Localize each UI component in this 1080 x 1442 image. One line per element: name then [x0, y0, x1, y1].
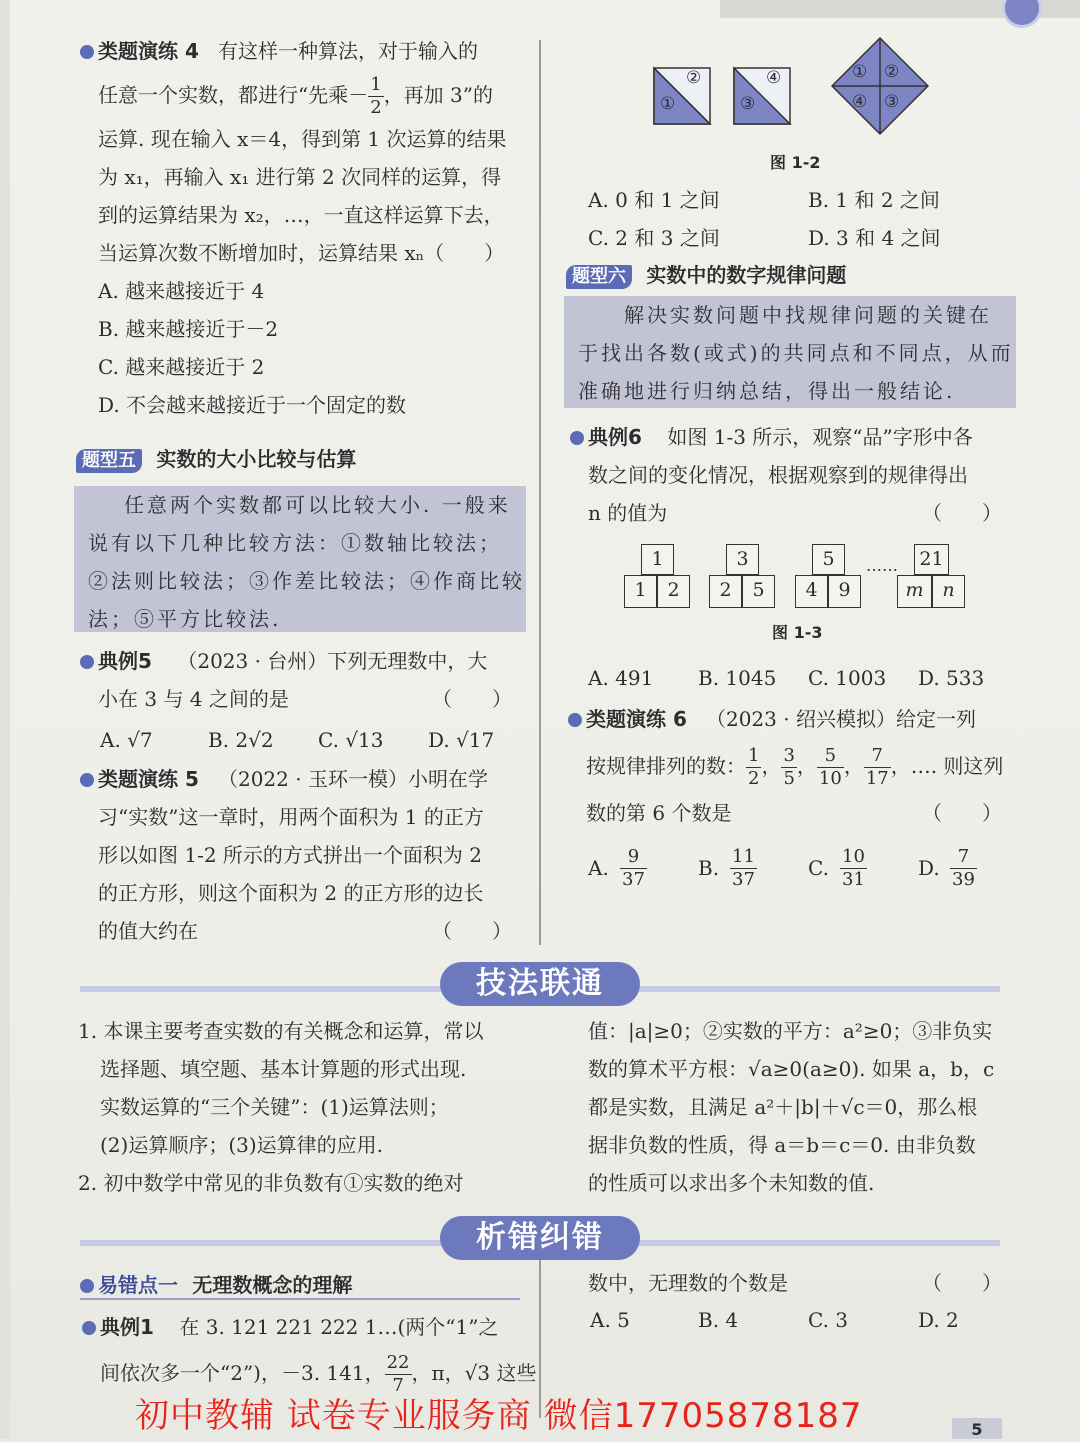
option-d: D. 不会越来越接近于一个固定的数 [98, 393, 407, 417]
pin-right-cell: 2 [657, 575, 690, 608]
fraction: $\frac{3}{5}$ [783, 745, 795, 789]
option-letter: C. [808, 856, 829, 880]
option-b: B. 越来越接近于－2 [98, 317, 279, 341]
answer-blank: （ ） [922, 1271, 1002, 1295]
option-b: B. 1 和 2 之间 [808, 188, 940, 212]
text-line: 2. 初中数学中常见的非负数有①实数的绝对 [78, 1171, 464, 1195]
type6-heading [566, 256, 1006, 294]
tips-left [78, 1012, 518, 1202]
exercise-6: 类题演练 6 （2023 · 绍兴模拟）给定一列 按规律排列的数： $\frac{1}{2}$ ， $\frac{3}{5}$ ， $\frac{5}{10}$ ， $\frac{7}{17}$ ，…. 则这列 数的第 6 个数是 （ ） [568, 700, 1002, 832]
option-c: C. 3 [808, 1308, 849, 1332]
pin-right-cell: 9 [828, 575, 861, 608]
option-b: B. 2√2 [208, 728, 274, 752]
figure-label: ④ [766, 68, 782, 88]
option-letter: D. [918, 856, 940, 880]
answer-blank: （ ） [922, 501, 1002, 525]
text-line: （2023 · 台州）下列无理数中，大 [177, 649, 488, 673]
example-heading: 典例1 [100, 1315, 154, 1339]
page-edge [0, 0, 10, 1439]
section-title: 实数中的数字规律问题 [646, 263, 847, 287]
header-circle-icon [1002, 0, 1042, 28]
exercise-heading: 类题演练 5 [98, 767, 199, 791]
text-line: 习“实数”这一章时，用两个面积为 1 的正方 [98, 805, 484, 829]
error-tag: 易错点一 [98, 1273, 178, 1297]
text-line: 当运算次数不断增加时，运算结果 xₙ（ ） [98, 241, 505, 265]
text-line: ②法则比较法；③作差比较法；④作商比较 [88, 569, 525, 593]
figure-caption: 图 1-2 [770, 153, 821, 172]
figure-label: ④ [852, 92, 868, 112]
text-line: 为 x₁，再输入 x₁ 进行第 2 次同样的运算，得 [98, 165, 502, 189]
section-title: 无理数概念的理解 [192, 1273, 353, 1297]
text-line: 解决实数问题中找规律问题的关键在 [624, 303, 992, 327]
option-a: A. 越来越接近于 4 [98, 279, 265, 303]
fraction: $\frac{5}{10}$ [818, 745, 842, 789]
exercise-4 [80, 32, 520, 424]
text-line: 间依次多一个“2”)，－3. 141， [100, 1361, 385, 1385]
figure-caption: 图 1-3 [772, 623, 823, 642]
text-line: 任意一个实数，都进行“先乘－ [98, 83, 369, 107]
text-line: 准确地进行归纳总结，得出一般结论. [578, 379, 956, 403]
fraction: $\frac{7}{17}$ [865, 745, 889, 789]
option-c: C. 越来越接近于 2 [98, 355, 265, 379]
option-a-fraction: $\frac{9}{37}$ [622, 846, 645, 890]
pin-right-cell: 5 [742, 575, 775, 608]
pin-top-cell: 1 [641, 544, 674, 575]
option-c: C. 2 和 3 之间 [588, 226, 720, 250]
figure-label: ① [852, 62, 868, 82]
option-d: D. 533 [918, 666, 985, 690]
text-line: ，π，√3 这些 [411, 1361, 537, 1385]
option-c-fraction: $\frac{10}{31}$ [842, 846, 865, 890]
bullet-icon [568, 713, 582, 727]
option-a: A. √7 [100, 728, 153, 752]
text-line: 如图 1-3 所示，观察“品”字形中各 [667, 425, 973, 449]
text-line: 有这样一种算法，对于输入的 [217, 39, 478, 63]
text-line: 的性质可以求出多个未知数的值. [588, 1171, 875, 1195]
figure-1-2 [648, 34, 948, 150]
text-line: 实数运算的“三个关键”：(1)运算法则； [100, 1095, 449, 1119]
page-number: 5 [952, 1418, 1002, 1439]
text-line: 数之间的变化情况，根据观察到的规律得出 [588, 463, 968, 487]
text-line: 形以如图 1-2 所示的方式拼出一个面积为 2 [98, 843, 483, 867]
option-d-fraction: $\frac{7}{39}$ [952, 846, 975, 890]
type-tag: 题型六 [566, 265, 632, 289]
bullet-icon [80, 45, 94, 59]
pin-left-cell: 4 [795, 575, 828, 608]
example-heading: 典例6 [588, 425, 642, 449]
figure-label: ① [660, 94, 676, 114]
text-line: 据非负数的性质，得 a＝b＝c＝0. 由非负数 [588, 1133, 976, 1157]
option-letter: B. [698, 856, 720, 880]
option-b: B. 4 [698, 1308, 739, 1332]
example-5 [80, 642, 512, 718]
text-line: ，…. 则这列 [890, 754, 1004, 778]
type-tag: 题型五 [76, 449, 142, 473]
option-c: C. √13 [318, 728, 384, 752]
exercise-5 [80, 760, 512, 950]
pin-left-cell: 1 [624, 575, 657, 608]
example-heading: 典例5 [98, 649, 152, 673]
text-line: 小在 3 与 4 之间的是 [98, 687, 289, 711]
text-line: 1. 本课主要考查实数的有关概念和运算，常以 [78, 1019, 484, 1043]
figure-label: ② [686, 68, 702, 88]
example-1 [82, 1308, 537, 1400]
example-1-continued [588, 1264, 1002, 1302]
option-c: C. 1003 [808, 666, 887, 690]
tips-right [588, 1012, 1008, 1202]
option-d: D. 2 [918, 1308, 959, 1332]
text-line: 于找出各数(或式)的共同点和不同点，从而 [578, 341, 1014, 365]
example-6 [570, 418, 1002, 532]
option-d: D. √17 [428, 728, 495, 752]
fraction: $\frac{1}{2}$ [748, 745, 760, 789]
figure-label: ③ [884, 92, 900, 112]
section-banner: 技法联通 [440, 962, 640, 1006]
answer-blank: （ ） [432, 687, 512, 711]
section-title: 实数的大小比较与估算 [156, 447, 357, 471]
text-line: 的正方形，则这个面积为 2 的正方形的边长 [98, 881, 484, 905]
text-line: （2023 · 绍兴模拟）给定一列 [705, 707, 976, 731]
option-b: B. 1045 [698, 666, 777, 690]
text-line: 法；⑤平方比较法. [88, 607, 282, 631]
answer-blank: （ ） [432, 919, 512, 943]
text-line: 数的第 6 个数是 [586, 801, 732, 825]
option-a: A. 5 [590, 1308, 630, 1332]
big-square [832, 38, 928, 134]
text-line: 的值大约在 [98, 919, 198, 943]
exercise-heading: 类题演练 6 [586, 707, 687, 731]
option-d: D. 3 和 4 之间 [808, 226, 941, 250]
bullet-icon [80, 773, 94, 787]
text-line: (2)运算顺序；(3)运算律的应用. [100, 1133, 384, 1157]
bullet-icon [80, 1279, 94, 1293]
column-divider [539, 40, 541, 945]
text-line: 任意两个实数都可以比较大小. 一般来 [124, 493, 511, 517]
pin-left-cell: m [897, 575, 932, 608]
text-line: 按规律排列的数： [586, 754, 746, 778]
bullet-icon [570, 431, 584, 445]
option-letter: A. [588, 856, 609, 880]
text-line: ，再加 3”的 [383, 83, 493, 107]
answer-blank: （ ） [922, 801, 1002, 825]
fraction: $\frac{22}{7}$ [386, 1352, 410, 1396]
text-line: 到的运算结果为 x₂，…，一直这样运算下去， [98, 203, 504, 227]
text-line: 都是实数，且满足 a²＋|b|＋√c＝0，那么根 [588, 1095, 978, 1119]
text-line: 在 3. 121 221 222 1…(两个“1”之 [179, 1315, 499, 1339]
pin-top-cell: 21 [914, 544, 949, 575]
option-a: A. 0 和 1 之间 [588, 188, 720, 212]
text-line: 运算. 现在输入 x＝4，得到第 1 次运算的结果 [98, 127, 507, 151]
text-line: （2022 · 玉环一模）小明在学 [217, 767, 488, 791]
pin-top-cell: 3 [726, 544, 759, 575]
bullet-icon [82, 1321, 96, 1335]
option-a: A. 491 [588, 666, 654, 690]
fraction: $\frac{1}{2}$ [370, 74, 382, 118]
pin-top-cell: 5 [812, 544, 845, 575]
text-line: 说有以下几种比较方法：①数轴比较法； [88, 531, 502, 555]
text-line: 数的算术平方根：√a≥0(a≥0). 如果 a，b，c [588, 1057, 995, 1081]
option-b-fraction: $\frac{11}{37}$ [732, 846, 755, 890]
type5-summary-box [74, 486, 526, 632]
heading-rule [80, 1298, 520, 1300]
type5-heading [76, 440, 516, 478]
pin-right-cell: n [932, 575, 965, 608]
pin-left-cell: 2 [709, 575, 742, 608]
text-line: 选择题、填空题、基本计算题的形式出现. [100, 1057, 467, 1081]
exercise-heading: 类题演练 4 [98, 39, 199, 63]
figure-label: ③ [740, 94, 756, 114]
figure-label: ② [884, 62, 900, 82]
type6-summary-box [564, 296, 1016, 408]
text-line: 值：|a|≥0；②实数的平方：a²≥0；③非负实 [588, 1019, 993, 1043]
bullet-icon [80, 655, 94, 669]
text-line: n 的值为 [588, 501, 668, 525]
text-line: 数中，无理数的个数是 [588, 1271, 788, 1295]
watermark-text: 初中教辅 试卷专业服务商 微信17705878187 [135, 1396, 863, 1436]
ellipsis: …… [866, 556, 898, 575]
section-banner: 析错纠错 [440, 1216, 640, 1260]
